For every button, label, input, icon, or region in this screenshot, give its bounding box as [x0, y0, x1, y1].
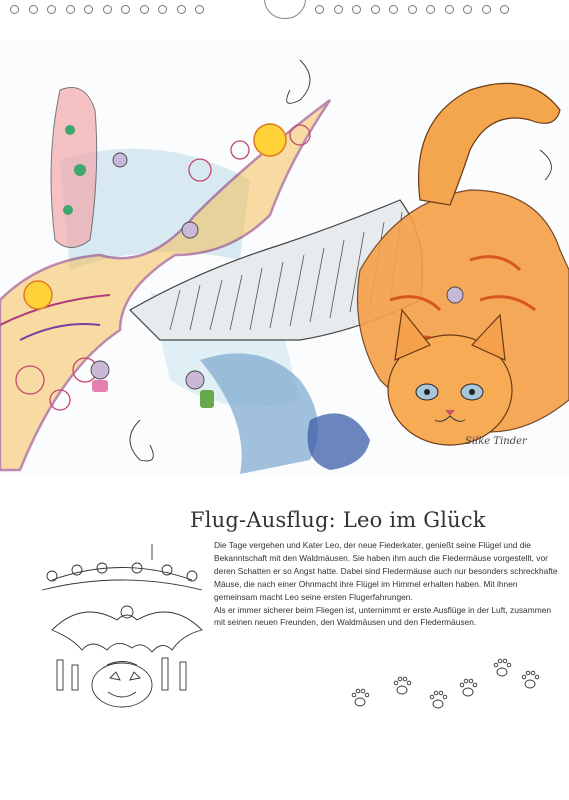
binding-ring [10, 5, 19, 14]
artist-signature: Silke Tinder [465, 436, 527, 447]
binding-ring [103, 5, 112, 14]
binding-ring [482, 5, 491, 14]
binding-ring [463, 5, 472, 14]
illustration-svg [0, 40, 569, 474]
binding-ring [47, 5, 56, 14]
binding-ring [389, 5, 398, 14]
binding-ring [195, 5, 204, 14]
pawprint-icon [522, 671, 539, 688]
pawprint-icon [460, 679, 477, 696]
bats-sketch [32, 540, 210, 712]
pawprint-icon [494, 659, 511, 676]
binding-ring [408, 5, 417, 14]
binding-ring [140, 5, 149, 14]
spiral-binding [0, 0, 569, 22]
binding-ring [500, 5, 509, 14]
page-title: Flug-Ausflug: Leo im Glück [190, 508, 486, 532]
binding-ring [84, 5, 93, 14]
binding-ring [371, 5, 380, 14]
pawprint-icon [352, 689, 369, 706]
pawprint-icon [394, 677, 411, 694]
story-paragraph-1: Die Tage vergehen und Kater Leo, der neue Fiederkater, genießt seine Flügel und die Bekanntschaft mit den Waldmäusen. Sie haben ihm auch die Fledermäuse vorgestellt, vor deren Schatten er so Angst hatte. Dabei sind Fledermäuse auch nur besonders schreckhafte Mäuse, die nach einer Ohnmacht ihre Flügel im Himmel erhalten haben. Mit ihnen gemeinsam macht Leo seine ersten Flugerfahrungen. [214, 540, 558, 602]
binding-ring [352, 5, 361, 14]
binding-ring [177, 5, 186, 14]
binding-ring [158, 5, 167, 14]
story-text [214, 539, 559, 629]
story-paragraph-2: Als er immer sicherer beim Fliegen ist, unternimmt er erste Ausflüge in der Luft, zusammen mit seinen neuen Freunden, den Waldmäusen und den Fledermäusen. [214, 604, 551, 628]
binding-ring [66, 5, 75, 14]
binding-ring [315, 5, 324, 14]
calendar-hanger [264, 0, 306, 19]
binding-ring [445, 5, 454, 14]
pawprints-decoration [340, 650, 540, 720]
binding-ring [426, 5, 435, 14]
pawprint-icon [430, 691, 447, 708]
binding-ring [334, 5, 343, 14]
binding-ring [121, 5, 130, 14]
cover-illustration [0, 40, 569, 474]
binding-ring [29, 5, 38, 14]
